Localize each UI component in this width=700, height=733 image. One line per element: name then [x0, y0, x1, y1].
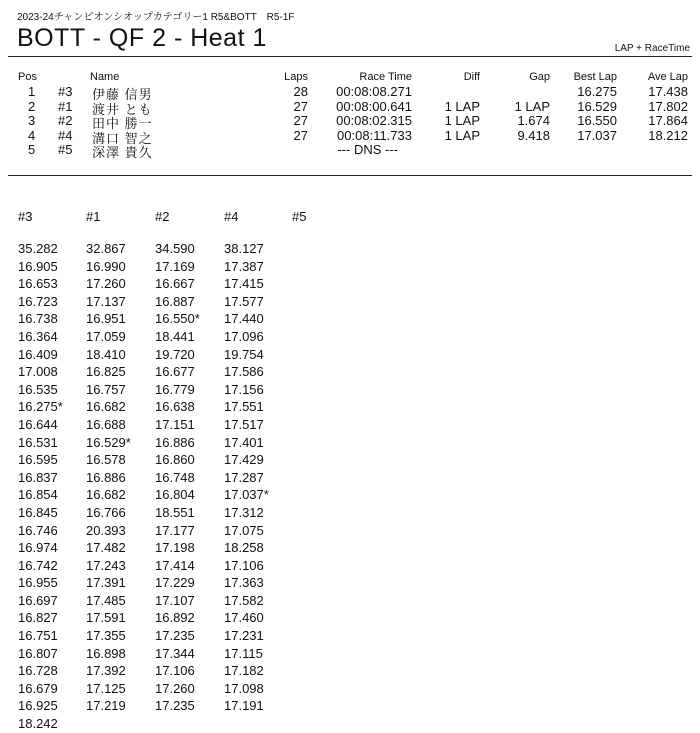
lap-time-cell: 16.578	[86, 452, 126, 468]
ave-lap-cell: 17.864	[648, 113, 688, 128]
lap-time-cell: 17.401	[224, 434, 264, 450]
lap-time-cell: 17.517	[224, 416, 264, 432]
car-number-cell: #3	[58, 84, 73, 99]
lap-time-cell: 17.260	[155, 680, 195, 696]
race-time-cell: 00:08:00.641	[336, 98, 412, 114]
report-subtitle: LAP + RaceTime	[614, 43, 690, 54]
best-lap-cell: 16.529	[577, 98, 617, 114]
lap-time-cell: 16.804	[155, 487, 195, 503]
lap-time-cell: 17.312	[224, 504, 264, 520]
lap-time-cell: 17.156	[224, 381, 264, 397]
lap-time-cell: 17.008	[18, 364, 58, 380]
lap-time-cell: 18.410	[86, 346, 126, 362]
lap-time-cell: 16.748	[155, 469, 195, 485]
lap-time-cell: 16.898	[86, 645, 126, 661]
lap-time-cell: 16.955	[18, 575, 58, 591]
lap-time-cell: 17.115	[224, 645, 263, 661]
lap-time-cell: 32.867	[86, 241, 126, 256]
lap-time-cell: 17.182	[224, 663, 264, 679]
lap-time-cell: 16.595	[18, 452, 58, 468]
lap-time-cell: 17.037*	[224, 487, 269, 503]
pos-cell: 5	[28, 142, 36, 157]
lap-time-cell: 17.363	[224, 575, 264, 591]
lap-time-cell: 16.854	[18, 487, 58, 503]
lap-column	[18, 240, 63, 733]
lap-time-cell: 17.582	[224, 592, 264, 608]
pos-cell: 1	[28, 84, 36, 99]
lap-time-cell: 17.219	[86, 698, 126, 714]
ave-lap-cell: 17.438	[648, 84, 688, 99]
lap-time-cell: 17.235	[155, 698, 195, 714]
col-header-name: Name	[90, 71, 120, 83]
lap-time-cell: 17.586	[224, 364, 264, 380]
lap-time-cell: 17.106	[155, 663, 195, 679]
lap-time-cell: 35.282	[18, 241, 58, 256]
best-lap-cell: 17.037	[577, 127, 617, 143]
lap-time-cell: 20.393	[86, 522, 126, 538]
lap-time-cell: 17.169	[155, 258, 195, 274]
lap-time-cell: 17.482	[86, 540, 126, 556]
driver-name-cell: 深澤 貴久	[92, 145, 153, 160]
car-number-cell: #5	[58, 142, 73, 157]
ave-lap-cell: 18.212	[648, 127, 688, 143]
pos-cell: 3	[28, 113, 36, 128]
lap-time-cell: 16.688	[86, 416, 126, 432]
event-name: 2023-24チャンピオンシオップカテゴリー1 R5&BOTT R5-1F	[17, 12, 295, 23]
lap-time-cell: 17.387	[224, 258, 264, 274]
lap-time-cell: 16.738	[18, 311, 58, 327]
lap-time-cell: 17.344	[155, 645, 195, 661]
lap-column	[86, 240, 131, 715]
lap-time-cell: 17.231	[224, 628, 264, 644]
col-header-pos: Pos	[18, 71, 37, 83]
lap-time-cell: 16.974	[18, 540, 58, 556]
laps-cell: 28	[293, 84, 308, 99]
lap-time-cell: 17.137	[86, 293, 126, 309]
lap-time-cell: 17.414	[155, 557, 195, 573]
lap-time-cell: 16.653	[18, 276, 58, 292]
lap-time-cell: 18.441	[155, 328, 195, 344]
car-number-cell: #2	[58, 113, 73, 128]
lap-time-cell: 17.229	[155, 575, 195, 591]
diff-cell: 1 LAP	[444, 98, 480, 114]
driver-name-cell: 伊藤 信男	[92, 87, 153, 102]
lap-time-cell: 16.697	[18, 592, 58, 608]
best-lap-cell: 16.550	[577, 113, 617, 128]
lap-time-cell: 16.990	[86, 258, 126, 274]
lap-time-cell: 17.075	[224, 522, 264, 538]
lap-column-header: #3	[18, 209, 33, 224]
lap-time-cell: 17.440	[224, 311, 264, 327]
best-lap-cell: 16.275	[577, 84, 617, 99]
lap-time-cell: 16.529*	[86, 434, 131, 450]
lap-time-cell: 16.757	[86, 381, 126, 397]
lap-time-cell: 16.531	[18, 434, 58, 450]
lap-time-cell: 16.550*	[155, 311, 200, 327]
race-time-cell: 00:08:02.315	[336, 113, 412, 128]
lap-time-cell: 16.644	[18, 416, 58, 432]
lap-time-cell: 16.807	[18, 645, 58, 661]
lap-time-cell: 16.951	[86, 311, 126, 327]
car-number-cell: #1	[58, 98, 73, 114]
lap-time-cell: 17.106	[224, 557, 264, 573]
col-header-race-time: Race Time	[359, 71, 412, 83]
col-header-laps: Laps	[284, 71, 308, 83]
lap-time-cell: 16.728	[18, 663, 58, 679]
lap-time-cell: 17.235	[155, 628, 195, 644]
col-header-best-lap: Best Lap	[573, 71, 617, 83]
lap-time-cell: 16.682	[86, 399, 126, 415]
lap-time-cell: 17.125	[86, 680, 126, 696]
lap-column-header: #2	[155, 209, 170, 224]
lap-time-cell: 16.746	[18, 522, 58, 538]
lap-time-cell: 17.485	[86, 592, 126, 608]
lap-time-cell: 17.460	[224, 610, 264, 626]
lap-time-cell: 17.198	[155, 540, 195, 556]
lap-time-cell: 18.258	[224, 540, 264, 556]
lap-time-cell: 16.751	[18, 628, 58, 644]
lap-time-cell: 17.191	[224, 698, 264, 714]
laps-cell: 27	[293, 98, 308, 114]
lap-time-cell: 16.682	[86, 487, 126, 503]
lap-time-cell: 17.415	[224, 276, 264, 292]
lap-time-cell: 16.679	[18, 680, 58, 696]
driver-name-cell: 田中 勝一	[92, 116, 153, 131]
lap-time-cell: 17.355	[86, 628, 126, 644]
lap-time-cell: 16.886	[86, 469, 126, 485]
lap-time-cell: 16.275*	[18, 399, 63, 415]
pos-cell: 2	[28, 98, 36, 114]
car-number-cell: #4	[58, 127, 73, 143]
gap-cell: 1 LAP	[514, 98, 550, 114]
lap-time-cell: 34.590	[155, 241, 195, 256]
lap-time-cell: 17.551	[224, 399, 264, 415]
ave-lap-cell: 17.802	[648, 98, 688, 114]
lap-time-cell: 18.551	[155, 504, 195, 520]
lap-time-cell: 16.723	[18, 293, 58, 309]
lap-time-cell: 16.845	[18, 504, 58, 520]
lap-time-cell: 19.754	[224, 346, 264, 362]
driver-name-cell: 渡井 とも	[92, 101, 153, 117]
lap-time-cell: 16.892	[155, 610, 195, 626]
lap-time-cell: 16.535	[18, 381, 58, 397]
lap-time-cell: 17.260	[86, 276, 126, 292]
lap-time-cell: 17.107	[155, 592, 195, 608]
col-header-diff: Diff	[463, 71, 480, 83]
gap-cell: 9.418	[517, 127, 550, 143]
lap-time-cell: 17.098	[224, 680, 264, 696]
page-title: BOTT - QF 2 - Heat 1	[17, 24, 267, 52]
lap-time-cell: 17.151	[155, 416, 195, 432]
lap-time-cell: 16.364	[18, 328, 58, 344]
lap-time-cell: 17.096	[224, 328, 264, 344]
lap-time-cell: 17.059	[86, 328, 126, 344]
gap-cell: 1.674	[517, 113, 550, 128]
lap-time-cell: 17.429	[224, 452, 264, 468]
lap-time-cell: 16.779	[155, 381, 195, 397]
lap-column	[224, 240, 269, 715]
lap-time-cell: 17.287	[224, 469, 264, 485]
lap-time-cell: 16.742	[18, 557, 58, 573]
laps-cell: 27	[293, 113, 308, 128]
col-header-ave-lap: Ave Lap	[647, 71, 688, 83]
lap-time-cell: 17.392	[86, 663, 126, 679]
lap-time-cell: 16.886	[155, 434, 195, 450]
pos-cell: 4	[28, 127, 36, 143]
race-time-cell: 00:08:11.733	[337, 127, 412, 143]
lap-time-cell: 19.720	[155, 346, 195, 362]
lap-time-cell: 16.677	[155, 364, 195, 380]
lap-time-cell: 17.243	[86, 557, 126, 573]
lap-time-cell: 17.177	[155, 522, 195, 538]
lap-time-cell: 17.591	[86, 610, 126, 626]
lap-column	[155, 240, 200, 715]
driver-name-cell: 溝口 智之	[92, 130, 153, 146]
diff-cell: 1 LAP	[444, 113, 480, 128]
lap-time-cell: 16.905	[18, 258, 58, 274]
lap-time-cell: 16.860	[155, 452, 195, 468]
lap-column-header: #1	[86, 209, 101, 224]
col-header-gap: Gap	[529, 71, 550, 83]
lap-time-cell: 17.577	[224, 293, 264, 309]
laps-cell: 27	[293, 127, 308, 143]
race-time-cell: 00:08:08.271	[336, 84, 412, 99]
lap-time-cell: 16.766	[86, 504, 126, 520]
lap-time-cell: 16.837	[18, 469, 58, 485]
header-divider	[8, 56, 692, 57]
lap-time-cell: 16.638	[155, 399, 195, 415]
race-time-cell: --- DNS ---	[337, 142, 398, 157]
lap-time-cell: 16.925	[18, 698, 58, 714]
lap-column-header: #4	[224, 209, 239, 224]
lap-time-cell: 16.667	[155, 276, 195, 292]
lap-time-cell: 38.127	[224, 241, 264, 256]
section-divider	[8, 175, 692, 176]
lap-time-cell: 18.242	[18, 716, 58, 732]
lap-time-cell: 16.827	[18, 610, 58, 626]
lap-time-cell: 16.825	[86, 364, 126, 380]
lap-time-cell: 17.391	[86, 575, 126, 591]
lap-column-header: #5	[292, 209, 307, 224]
lap-time-cell: 16.409	[18, 346, 58, 362]
diff-cell: 1 LAP	[444, 127, 480, 143]
lap-time-cell: 16.887	[155, 293, 195, 309]
